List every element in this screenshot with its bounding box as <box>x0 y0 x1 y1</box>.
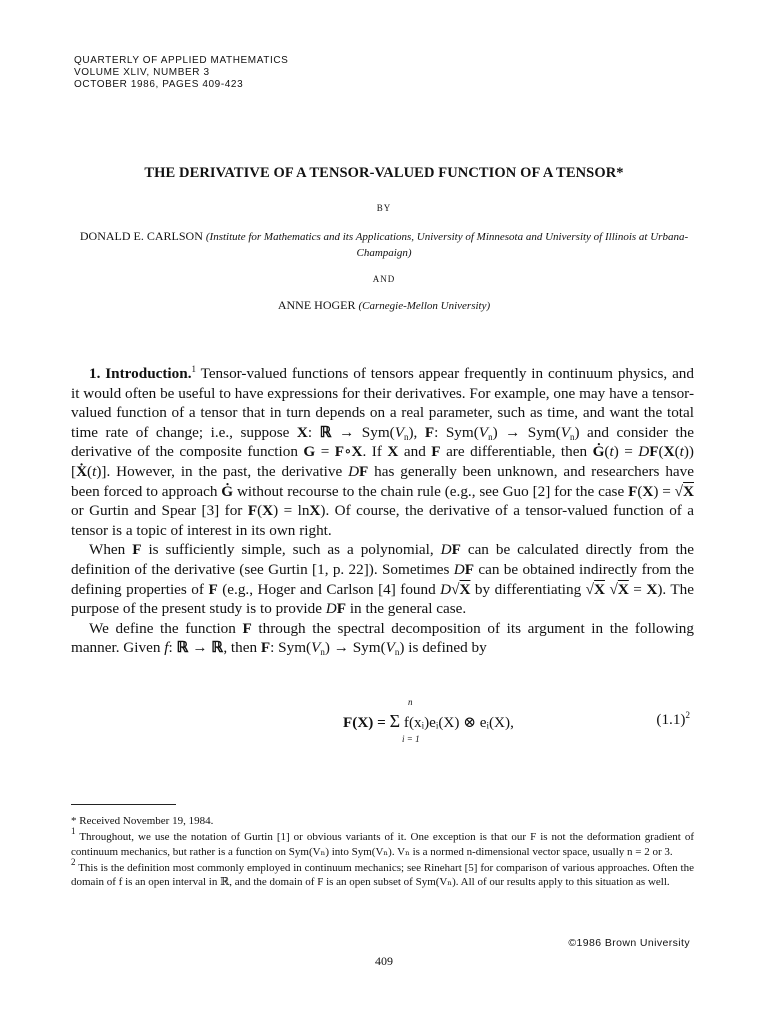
author-carlson <box>74 229 694 261</box>
sum-upper-limit: n <box>408 697 413 707</box>
section-heading: 1. Introduction. <box>89 365 192 382</box>
and-label: AND <box>372 274 396 284</box>
equation-number <box>656 711 690 729</box>
footnote-ref: 2 <box>685 710 690 720</box>
paper-title: THE DERIVATIVE OF A TENSOR-VALUED FUNCTION OF A TENSOR* <box>144 165 624 181</box>
footnote-mark: 2 <box>71 856 76 867</box>
journal-header <box>74 55 288 91</box>
footnote-mark: 1 <box>71 826 76 837</box>
author-affiliation: (Institute for Mathematics and its Applications, University of Minnesota and University of Illinois at Urbana-Champaign) <box>205 231 689 259</box>
journal-date-pages: OCTOBER 1986, PAGES 409-423 <box>74 79 244 90</box>
author-name: DONALD E. CARLSON <box>79 229 203 243</box>
footnote-2 <box>71 856 694 890</box>
paragraph-intro: 1. Introduction.$^1$ Tensor-valued functions of tensors appear frequently in continuum physics, and it would often be useful to have expressions for their derivatives. For example, one may have a tensor-valued function of a tensor that in turn depends on a real parameter, such as time, and want the total time rate of change; i.e., suppose X: ℝ → $Sym(V_n)$, F: $Sym(V_n) \to Sym(V_n)$ and consider the derivative of the composite function G = F∘X. If X and F are differentiable, then Ġ(t) = DF(X(t))[Ẋ(t)]. However, in the past, the derivative DF has generally been unknown, and researchers have been forced to approach Ġ without recourse to the chain rule (e.g., see Guo [2] for the case F(X) = √X or Gurtin and Spear [3] for F(X) = lnX). Of course, the derivative of a tensor-valued function of a tensor is a topic of interest in its own right. <box>71 364 695 539</box>
author-name: ANNE HOGER <box>277 298 356 312</box>
footnotes <box>71 814 694 891</box>
paragraph-definition: We define the function F through the spectral decomposition of its argument in the following manner. Given f: ℝ → ℝ, then F: $Sym(V_n) \to Sym(V_n)$ is defined by <box>71 619 694 658</box>
body-text <box>71 364 694 658</box>
journal-volume: VOLUME XLIV, NUMBER 3 <box>74 67 210 78</box>
author-hoger <box>0 298 768 313</box>
sum-lower-limit: i = 1 <box>402 734 420 744</box>
copyright-notice: ©1986 Brown University <box>568 937 690 949</box>
footnote-1 <box>71 826 694 859</box>
footnote-ref: 1 <box>191 364 196 374</box>
page-number: 409 <box>375 954 393 968</box>
equation-lhs: F(X) = <box>343 714 386 731</box>
equation-number-text: (1.1) <box>656 711 686 728</box>
sum-symbol: Σ <box>389 711 401 731</box>
author-affiliation: (Carnegie-Mellon University) <box>358 300 491 312</box>
equation-body <box>343 711 514 732</box>
footnote-2-text: This is the definition most commonly employed in continuum mechanics; see Rinehart [5] for comparison of various approaches. Often the domain of f is an open interval in ℝ, and the domain of F is an open subset of Sym(Vₙ). All of our results apply to this situation as well. <box>71 861 694 889</box>
paragraph-simple-case: When F is sufficiently simple, such as a polynomial, DF can be calculated directly from the definition of the derivative (see Gurtin [1, p. 22]). Sometimes DF can be obtained indirectly from the defining properties of F (e.g., Hoger and Carlson [4] found D√X by differentiating √X √X = X). The purpose of the present study is to provide DF in the general case. <box>71 541 694 618</box>
by-label: BY <box>376 203 392 213</box>
footnote-1-text: Throughout, we use the notation of Gurtin [1] or obvious variants of it. One exception is that our F is not the deformation gradient of continuum mechanics, but rather is a function on Sym(Vₙ) into Sym(Vₙ). Vₙ is a normed n-dimensional vector space, usually n = 2 or 3. <box>71 831 694 858</box>
footnote-received: * Received November 19, 1984. <box>71 815 214 827</box>
equation-1-1 <box>71 697 694 747</box>
footnote-divider <box>71 804 176 805</box>
equation-rhs: f(xᵢ)eᵢ(X) ⊗ eᵢ(X), <box>403 714 514 731</box>
journal-name: QUARTERLY OF APPLIED MATHEMATICS <box>74 55 289 66</box>
